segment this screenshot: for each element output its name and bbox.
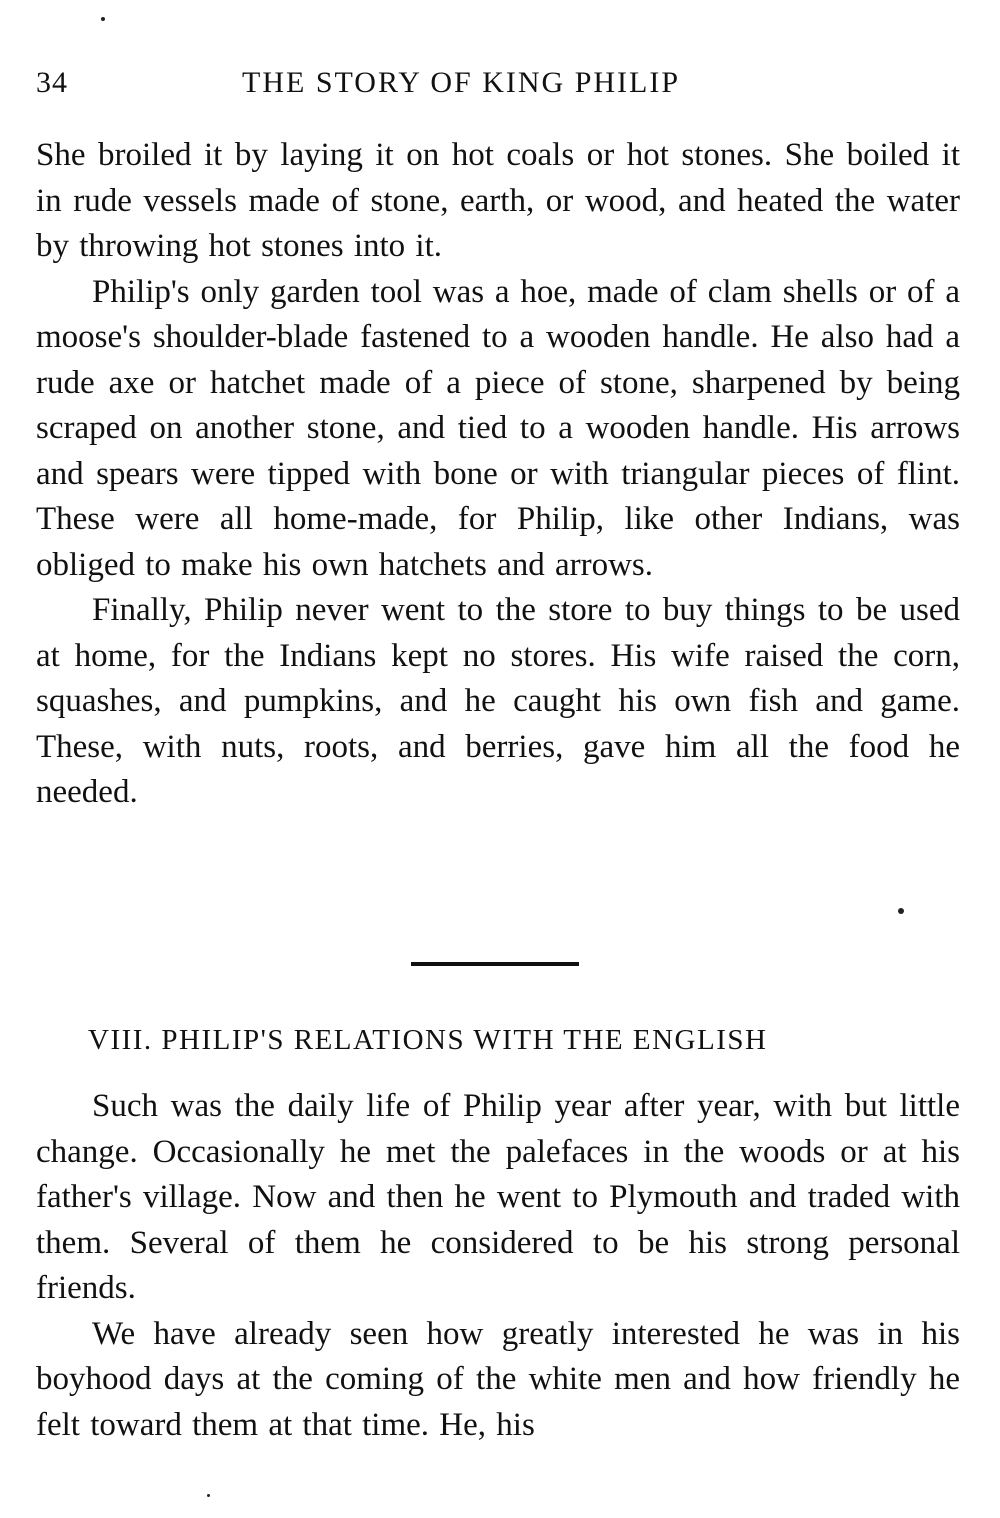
running-header xyxy=(36,66,960,110)
print-speck xyxy=(207,1494,210,1497)
chapter-heading: VIII. PHILIP'S RELATIONS WITH THE ENGLISH xyxy=(88,1024,768,1056)
paragraph-continued: She broiled it by laying it on hot coals or hot stones. She boiled it in rude vessels made of stone, earth, or wood, and heated the water by throwing hot stones into it. xyxy=(36,137,960,264)
section-divider xyxy=(411,962,579,966)
running-title: THE STORY OF KING PHILIP xyxy=(242,66,681,99)
paragraph-daily-life: Such was the daily life of Philip year after year, with but little change. Occasionally he met the palefaces in the woods or at his father's village. Now and then he went to Plymouth and traded with them. Several of them he considered to be his strong personal friends. xyxy=(36,1088,960,1306)
print-speck xyxy=(898,908,904,914)
page-number: 34 xyxy=(36,66,68,99)
body-text-top xyxy=(36,133,960,816)
paragraph-boyhood: We have already seen how greatly interested he was in his boyhood days at the coming of the white men and how friendly he felt toward them at that time. He, his xyxy=(36,1315,960,1443)
body-text-bottom xyxy=(36,1084,960,1448)
print-speck xyxy=(101,17,105,21)
paragraph-store: Finally, Philip never went to the store to buy things to be used at home, for the Indians kept no stores. His wife raised the corn, squashes, and pumpkins, and he caught his own fish and game. These, with nuts, roots, and berries, gave him all the food he needed. xyxy=(36,592,960,810)
paragraph-garden-tools: Philip's only garden tool was a hoe, made of clam shells or of a moose's shoulder-blade fastened to a wooden handle. He also had a rude axe or hatchet made of a piece of stone, sharpened by being scraped on another stone, and tied to a wooden handle. His arrows and spears were tipped with bone or with triangular pieces of flint. These were all home-made, for Philip, like other Indians, was obliged to make his own hatchets and arrows. xyxy=(36,273,960,583)
